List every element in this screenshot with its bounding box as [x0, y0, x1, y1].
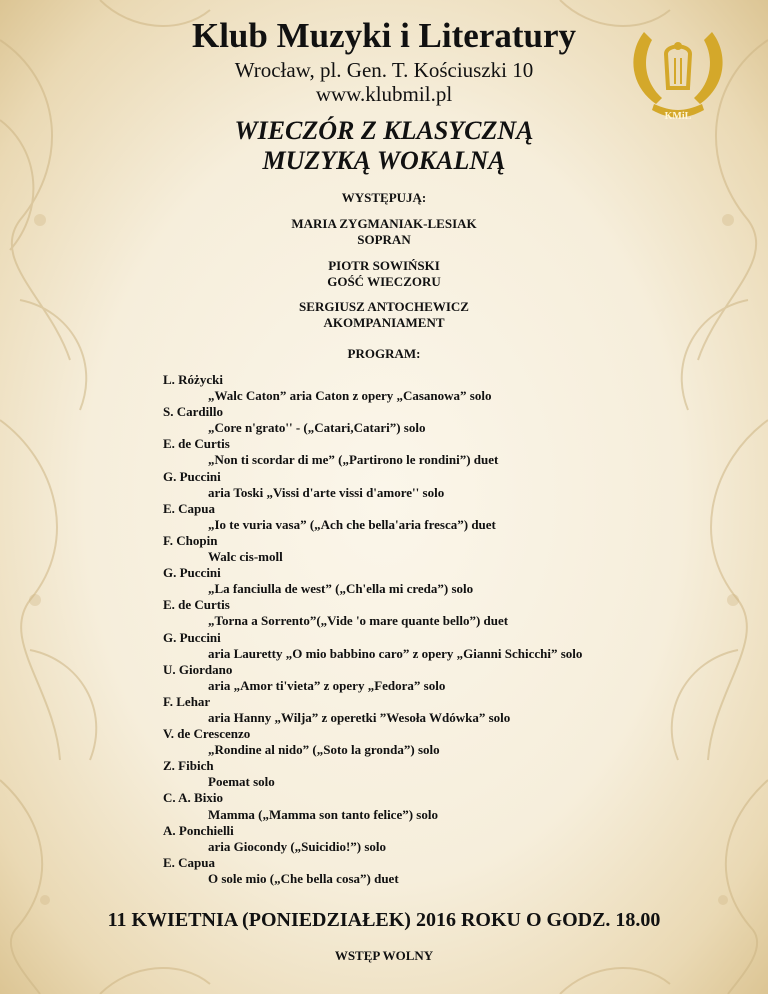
program-composer: V. de Crescenzo — [163, 726, 251, 742]
performer-name: PIOTR SOWIŃSKI — [328, 258, 440, 273]
event-date: 11 KWIETNIA (PONIEDZIAŁEK) 2016 ROKU O GODZ. 18.00 — [107, 909, 661, 931]
program-item — [163, 726, 723, 758]
club-website: www.klubmil.pl — [315, 82, 453, 106]
program-piece: „Core n'grato'' - („Catari,Catari”) solo — [208, 420, 426, 436]
program-piece: aria Giocondy („Suicidio!”) solo — [208, 838, 387, 854]
svg-text:KMiL: KMiL — [664, 111, 692, 122]
program-piece: „Non ti scordar di me” („Partirono le rondini”) duet — [208, 452, 499, 468]
program-item — [163, 630, 723, 662]
program-item — [163, 501, 723, 533]
program-item — [163, 694, 723, 726]
club-title: Klub Muzyki i Literatury — [191, 16, 577, 55]
program-item — [163, 372, 723, 404]
program-composer: L. Różycki — [163, 372, 223, 387]
program-item — [163, 597, 723, 629]
program-piece: O sole mio („Che bella cosa”) duet — [208, 870, 399, 886]
program-item — [163, 565, 723, 597]
performer-role: AKOMPANIAMENT — [323, 315, 445, 330]
performer-3 — [0, 299, 768, 331]
program-item — [163, 404, 723, 436]
club-address: Wrocław, pl. Gen. T. Kościuszki 10 — [234, 58, 534, 82]
program-piece: „La fanciulla de west” („Ch'ella mi creda”) solo — [208, 581, 474, 597]
program-piece: aria Toski „Vissi d'arte vissi d'amore'' solo — [208, 484, 445, 500]
program-piece: Mamma („Mamma son tanto felice”) solo — [208, 806, 438, 822]
program-composer: E. Capua — [163, 854, 216, 870]
program-composer: G. Puccini — [163, 468, 221, 484]
program-composer: E. de Curtis — [163, 597, 230, 613]
performer-2 — [0, 258, 768, 290]
program-piece: Poemat solo — [208, 774, 275, 790]
performer-name: SERGIUSZ ANTOCHEWICZ — [299, 299, 469, 314]
performers-heading: WYSTĘPUJĄ: — [341, 190, 427, 205]
program-composer: F. Chopin — [163, 532, 218, 548]
program-piece: „Rondine al nido” („Soto la gronda”) solo — [208, 742, 440, 758]
program-composer: S. Cardillo — [163, 404, 223, 420]
program-heading: PROGRAM: — [347, 346, 421, 361]
program-piece: „Torna a Sorrento”(„Vide 'o mare quante bello”) duet — [208, 613, 509, 629]
program-composer: E. de Curtis — [163, 436, 230, 452]
program-composer: Z. Fibich — [163, 758, 214, 774]
program-item — [163, 662, 723, 694]
program-piece: aria Hanny „Wilja” z operetki ”Wesoła Wdówka” solo — [208, 709, 511, 725]
program-item — [163, 436, 723, 468]
program-piece: Walc cis-moll — [208, 549, 283, 565]
program-composer: A. Ponchielli — [163, 822, 234, 838]
program-composer: E. Capua — [163, 500, 216, 516]
program-composer: U. Giordano — [163, 661, 233, 677]
program-piece: „Walc Caton” aria Caton z opery „Casanowa” solo — [208, 388, 492, 404]
program-composer: G. Puccini — [163, 565, 221, 581]
program-composer: C. A. Bixio — [163, 790, 223, 806]
performer-name: MARIA ZYGMANIAK-LESIAK — [291, 216, 477, 231]
program-item — [163, 790, 723, 822]
performer-role: GOŚĆ WIECZORU — [327, 274, 441, 289]
performer-role: SOPRAN — [357, 232, 411, 247]
program-composer: F. Lehar — [163, 693, 211, 709]
program-piece: „Io te vuria vasa” („Ach che bella'aria fresca”) duet — [208, 516, 496, 532]
performer-1 — [0, 216, 768, 248]
program-item — [163, 823, 723, 855]
program-piece: aria „Amor ti'vieta” z opery „Fedora” solo — [208, 677, 446, 693]
event-title-line-1: WIECZÓR Z KLASYCZNĄ — [234, 116, 534, 145]
program-item — [163, 469, 723, 501]
program-item — [163, 758, 723, 790]
program-piece: aria Lauretty „O mio babbino caro” z opery „Gianni Schicchi” solo — [208, 645, 583, 661]
program-composer: G. Puccini — [163, 629, 221, 645]
program-list — [163, 372, 723, 887]
event-title — [0, 116, 768, 176]
program-item — [163, 533, 723, 565]
program-item — [163, 855, 723, 887]
event-title-line-2: MUZYKĄ WOKALNĄ — [262, 146, 506, 175]
entry-info: WSTĘP WOLNY — [334, 948, 434, 963]
